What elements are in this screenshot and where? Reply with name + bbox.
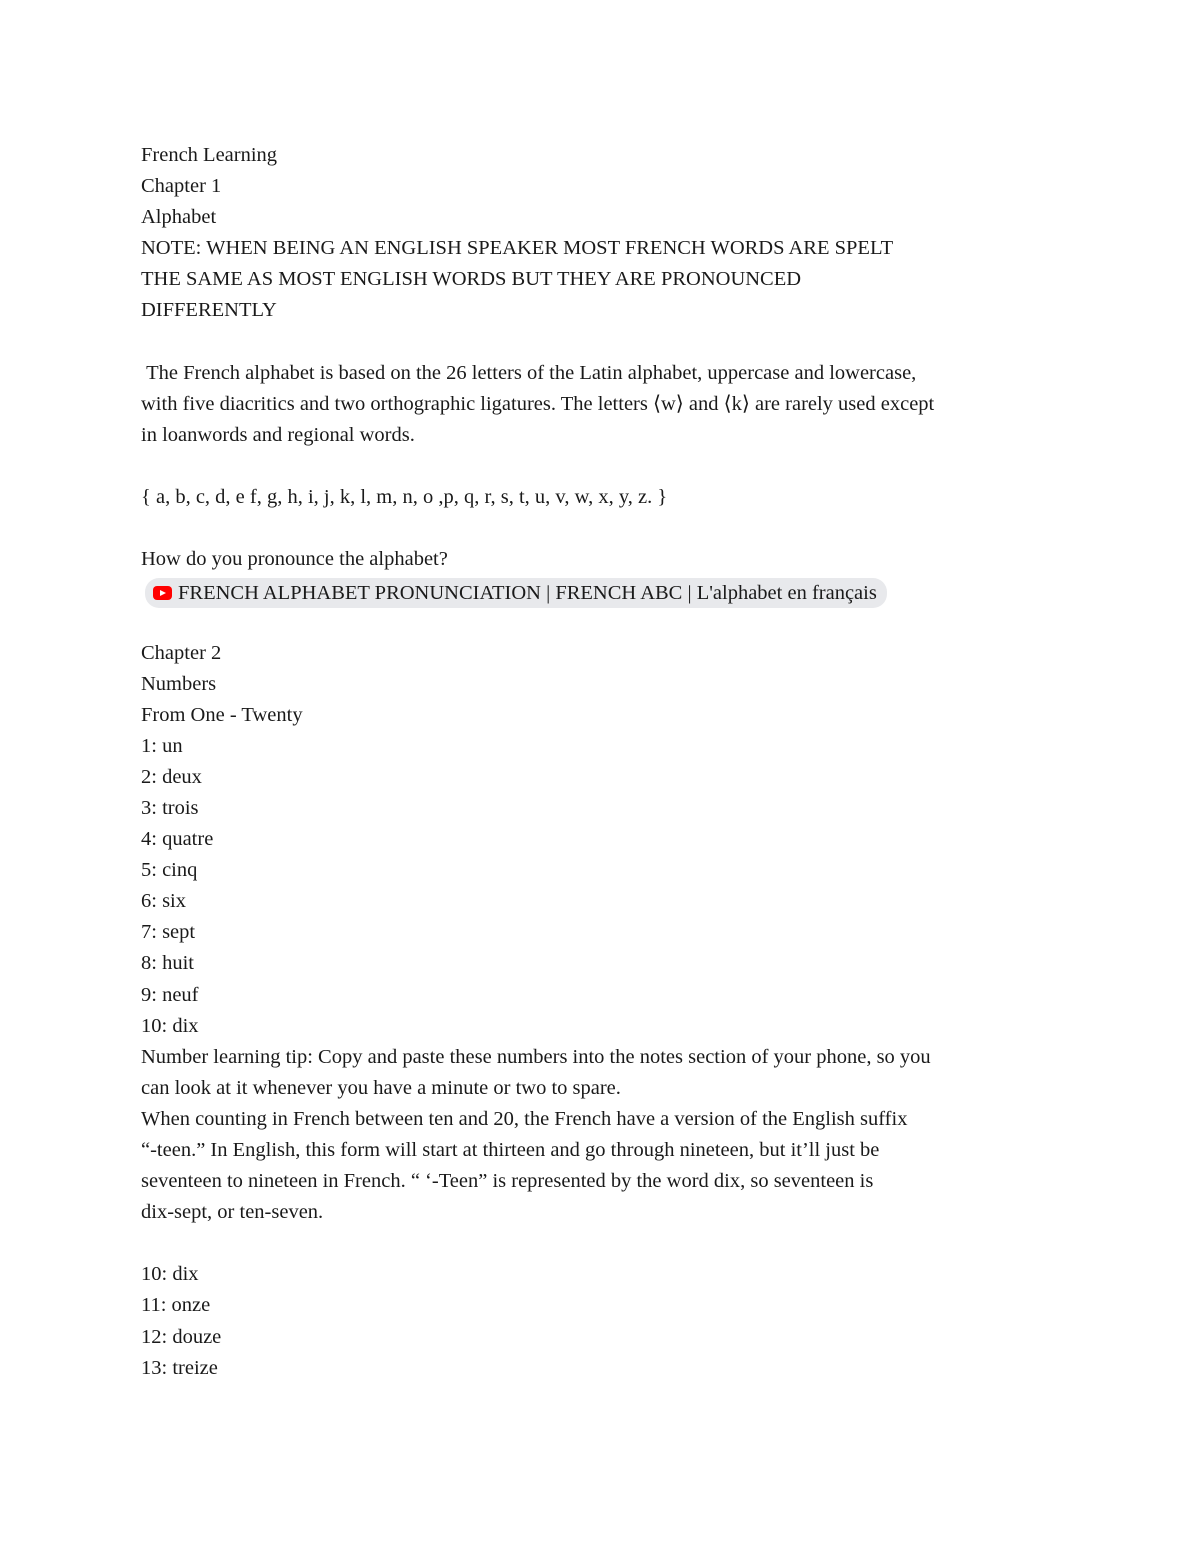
intro-line: The French alphabet is based on the 26 letters of the Latin alphabet, uppercase and lowercase, xyxy=(141,361,917,384)
chapter2-heading: Chapter 2 xyxy=(141,641,222,664)
number-item: 3: trois xyxy=(141,796,199,819)
blank-line xyxy=(141,1228,1061,1259)
number-item: 5: cinq xyxy=(141,859,198,882)
number-item: 1: un xyxy=(141,734,183,757)
number-item: 4: quatre xyxy=(141,828,214,851)
intro-line: with five diacritics and two orthographic ligatures. The letters ⟨w⟩ and ⟨k⟩ are rarely used except xyxy=(141,392,935,415)
document-title: French Learning xyxy=(141,144,278,166)
number-item: 13: treize xyxy=(141,1356,218,1379)
blank-line xyxy=(141,327,1061,358)
number-item: 8: huit xyxy=(141,952,194,975)
youtube-icon xyxy=(153,586,172,600)
chapter2-subheading: Numbers xyxy=(141,672,217,695)
number-item: 10: dix xyxy=(141,1263,199,1286)
intro-line: in loanwords and regional words. xyxy=(141,423,415,446)
number-item: 11: onze xyxy=(141,1294,211,1317)
teen-line: dix-sept, or ten-seven. xyxy=(141,1201,324,1224)
range-label: From One - Twenty xyxy=(141,703,303,726)
document-page xyxy=(141,140,1061,1384)
number-item: 2: deux xyxy=(141,765,202,788)
chapter1-heading: Chapter 1 xyxy=(141,175,222,198)
number-item: 10: dix xyxy=(141,1014,199,1037)
video-link-row xyxy=(141,575,1061,606)
teen-line: When counting in French between ten and 20, the French have a version of the English suffix xyxy=(141,1107,908,1130)
blank-line xyxy=(141,451,1061,482)
tip-line: can look at it whenever you have a minute or two to spare. xyxy=(141,1076,621,1099)
tip-line: Number learning tip: Copy and paste these numbers into the notes section of your phone, so you xyxy=(141,1045,931,1068)
note-line: NOTE: WHEN BEING AN ENGLISH SPEAKER MOST FRENCH WORDS ARE SPELT xyxy=(141,237,894,260)
note-line: THE SAME AS MOST ENGLISH WORDS BUT THEY ARE PRONOUNCED xyxy=(141,268,802,291)
number-item: 7: sept xyxy=(141,921,196,944)
blank-line xyxy=(141,513,1061,544)
number-item: 6: six xyxy=(141,890,186,913)
blank-line xyxy=(141,606,1061,637)
pronounce-question: How do you pronounce the alphabet? xyxy=(141,548,448,571)
number-item: 12: douze xyxy=(141,1325,222,1348)
video-link-chip[interactable] xyxy=(145,578,887,608)
chapter1-subheading: Alphabet xyxy=(141,206,217,229)
number-item: 9: neuf xyxy=(141,983,199,1006)
teen-line: “-teen.” In English, this form will start at thirteen and go through nineteen, but it’ll just be xyxy=(141,1139,880,1161)
alphabet-list: { a, b, c, d, e f, g, h, i, j, k, l, m, n, o ,p, q, r, s, t, u, v, w, x, y, z. } xyxy=(141,486,668,509)
note-line: DIFFERENTLY xyxy=(141,299,277,322)
video-link-label: FRENCH ALPHABET PRONUNCIATION | FRENCH ABC | L'alphabet en français xyxy=(178,581,877,604)
teen-line: seventeen to nineteen in French. “ ‘-Teen” is represented by the word dix, so seventeen is xyxy=(141,1170,874,1193)
